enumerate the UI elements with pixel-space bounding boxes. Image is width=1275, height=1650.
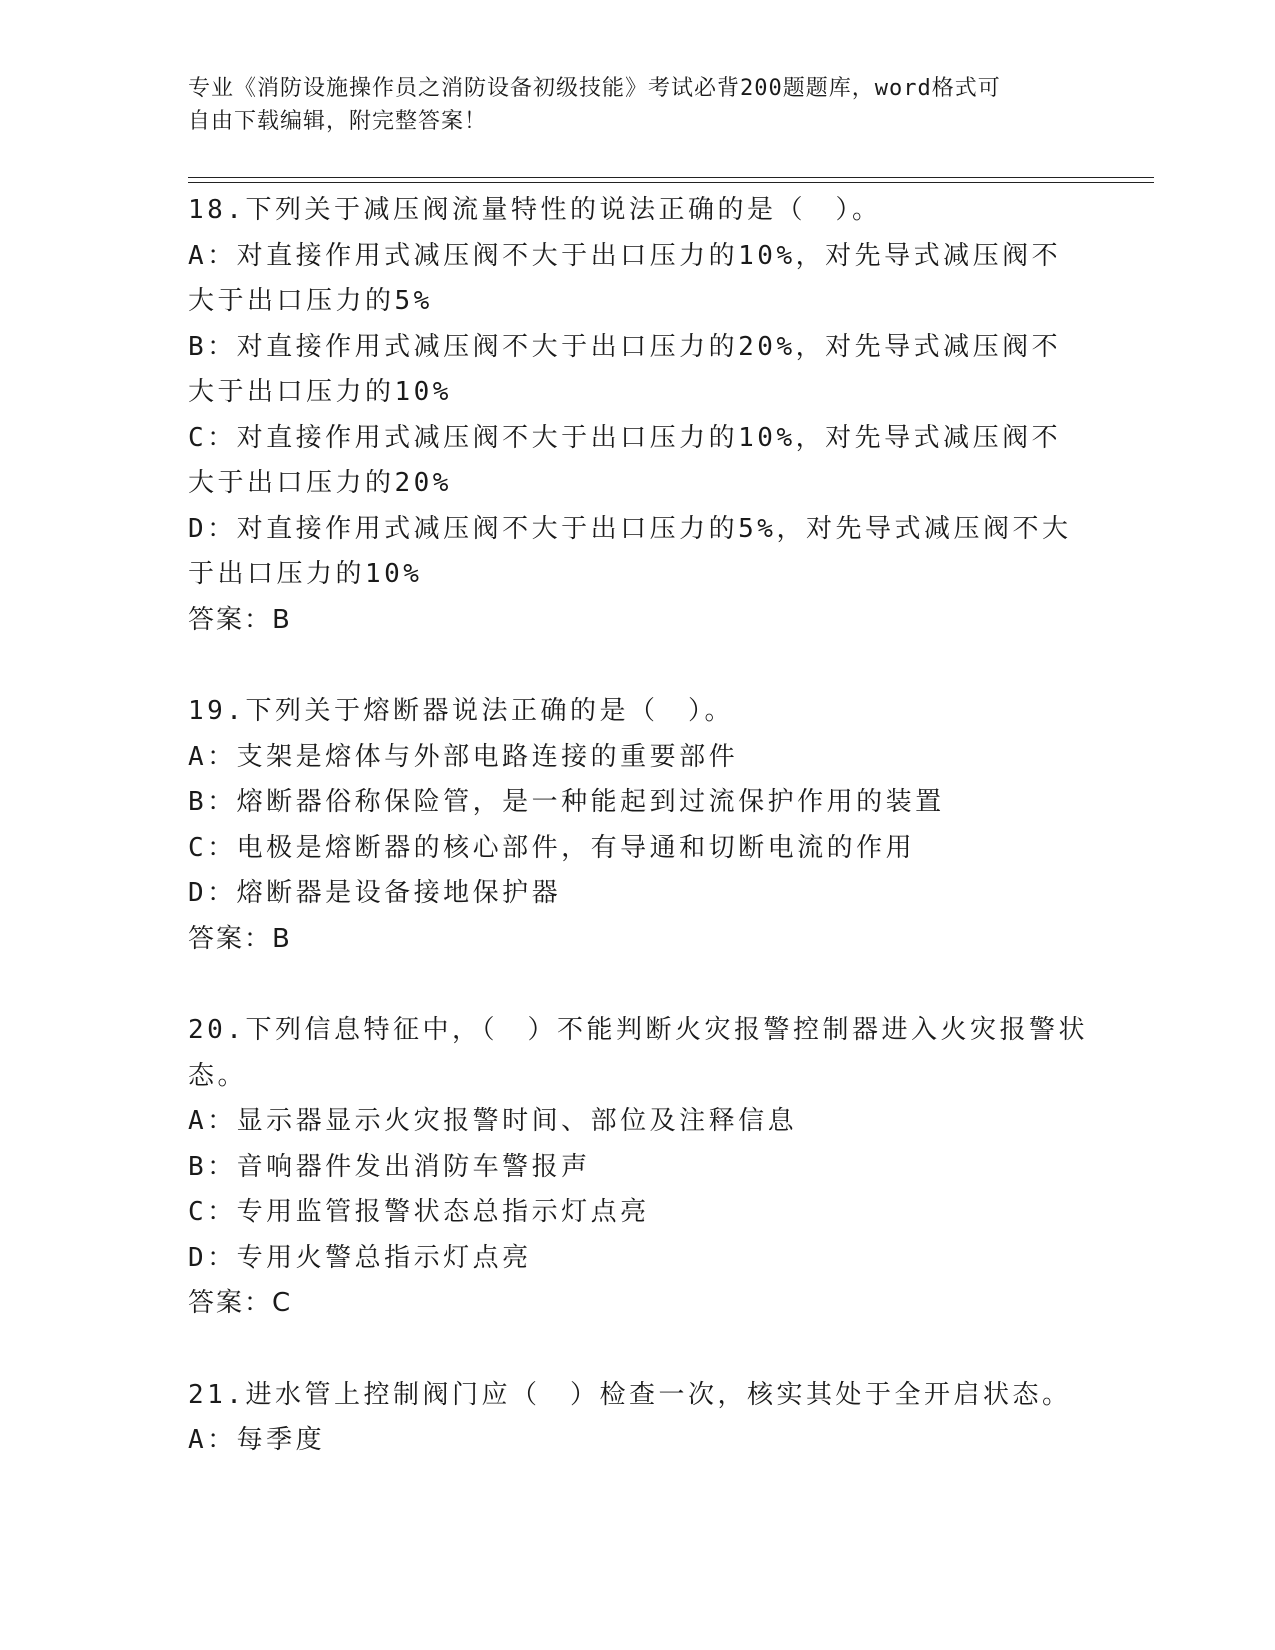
answer-label: 答案：B: [188, 923, 292, 954]
header-divider-top: [188, 177, 1154, 178]
option-b: B：熔断器俗称保险管，是一种能起到过流保护作用的装置: [188, 787, 945, 817]
header-divider-bottom: [188, 182, 1154, 183]
option-b: B：对直接作用式减压阀不大于出口压力的20%，对先导式减压阀不大于出口压力的10%: [188, 331, 1062, 407]
question-stem: 20.下列信息特征中，（ ）不能判断火灾报警控制器进入火灾报警状态。: [188, 1015, 1088, 1091]
option-c: C：专用监管报警状态总指示灯点亮: [188, 1197, 650, 1227]
question-list: [188, 188, 1088, 1510]
option-a: A：每季度: [188, 1425, 326, 1455]
option-a: A：对直接作用式减压阀不大于出口压力的10%，对先导式减压阀不大于出口压力的5%: [188, 240, 1062, 316]
question-21: [188, 1373, 1088, 1464]
option-b: B：音响器件发出消防车警报声: [188, 1151, 591, 1182]
question-stem: 19.下列关于熔断器说法正确的是（ ）。: [188, 696, 734, 726]
document-header: [188, 72, 1068, 138]
question-stem: 21.进水管上控制阀门应（ ）检查一次，核实其处于全开启状态。: [188, 1379, 1072, 1410]
answer-label: 答案：B: [188, 604, 292, 635]
option-a: A：支架是熔体与外部电路连接的重要部件: [188, 741, 739, 772]
question-stem: 18.下列关于减压阀流量特性的说法正确的是（ ）。: [188, 195, 882, 225]
answer-label: 答案：C: [188, 1288, 293, 1318]
option-d: D：对直接作用式减压阀不大于出口压力的5%，对先导式减压阀不大于出口压力的10%: [188, 513, 1072, 589]
option-a: A：显示器显示火灾报警时间、部位及注释信息: [188, 1106, 798, 1136]
option-c: C：对直接作用式减压阀不大于出口压力的10%，对先导式减压阀不大于出口压力的20%: [188, 422, 1062, 498]
question-19: [188, 689, 1088, 962]
header-line-2: 自由下载编辑，附完整答案！: [188, 109, 488, 134]
option-c: C：电极是熔断器的核心部件，有导通和切断电流的作用: [188, 832, 916, 863]
option-d: D：熔断器是设备接地保护器: [188, 878, 562, 908]
header-line-1: 专业《消防设施操作员之消防设备初级技能》考试必背200题题库，word格式可: [188, 76, 1001, 101]
question-18: [188, 188, 1088, 643]
option-d: D：专用火警总指示灯点亮: [188, 1242, 532, 1273]
question-20: [188, 1008, 1088, 1327]
